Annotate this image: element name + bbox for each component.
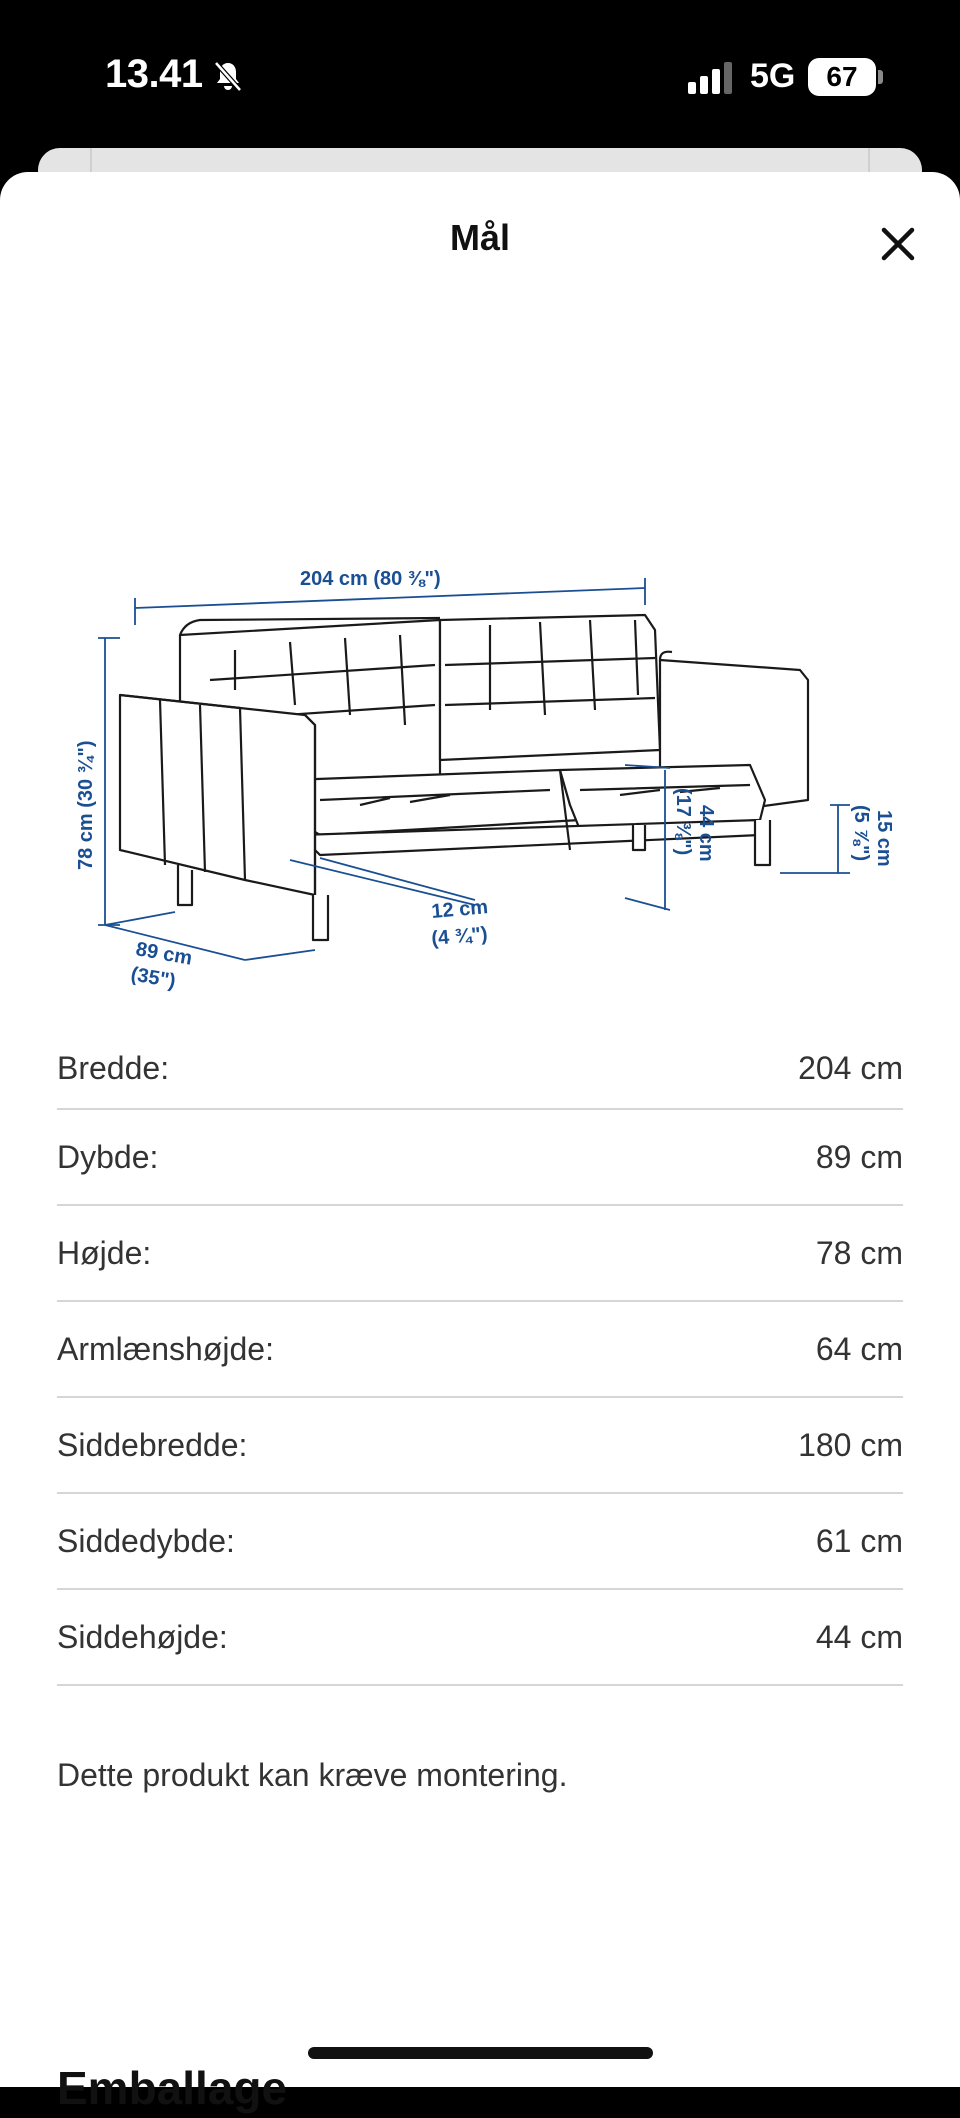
spec-label: Armlænshøjde: — [57, 1330, 274, 1367]
close-button[interactable] — [872, 218, 924, 270]
spec-label: Bredde: — [57, 1049, 170, 1086]
spec-row-seat-height — [57, 1590, 903, 1686]
spec-label: Siddedybde: — [57, 1522, 235, 1559]
battery-icon — [808, 58, 876, 96]
spec-value: 180 cm — [798, 1426, 903, 1463]
bell-muted-icon — [210, 58, 246, 94]
status-time: 13.41 — [105, 52, 203, 96]
spec-value: 78 cm — [815, 1234, 903, 1271]
spec-row-seat-width — [57, 1398, 903, 1494]
cellular-signal-icon — [688, 62, 734, 94]
home-indicator[interactable] — [308, 2047, 653, 2059]
sofa-drawing — [120, 615, 808, 940]
seat-height-label: 44 cm — [695, 805, 717, 862]
armrest-label: 12 cm — [430, 896, 489, 923]
leg-height-label-inch: (5 ⅞") — [850, 805, 872, 862]
width-label: 204 cm (80 ⅜") — [300, 568, 441, 590]
spec-row-height — [57, 1206, 903, 1302]
packaging-heading: Emballage — [57, 2062, 288, 2114]
spec-value: 44 cm — [815, 1618, 903, 1655]
spec-label: Siddehøjde: — [57, 1618, 228, 1655]
battery-level: 67 — [826, 61, 858, 92]
network-type: 5G — [750, 57, 796, 95]
depth-label: 89 cm — [134, 938, 194, 970]
spec-row-armrest-height — [57, 1302, 903, 1398]
assembly-note: Dette produkt kan kræve montering. — [57, 1757, 568, 1793]
depth-label-inch: (35") — [129, 963, 178, 993]
spec-row-depth — [57, 1110, 903, 1206]
sheet-title: Mål — [449, 217, 510, 258]
spec-label: Højde: — [57, 1234, 152, 1271]
spec-value: 204 cm — [798, 1049, 903, 1086]
spec-row-width — [57, 1028, 903, 1110]
battery-tip — [878, 70, 883, 84]
spec-label: Dybde: — [57, 1138, 159, 1175]
spec-value: 89 cm — [815, 1138, 903, 1175]
spec-value: 61 cm — [815, 1522, 903, 1559]
dimension-spec-list — [57, 1028, 903, 1686]
status-bar — [0, 0, 960, 150]
spec-value: 64 cm — [815, 1330, 903, 1367]
spec-label: Siddebredde: — [57, 1426, 248, 1463]
close-icon — [872, 218, 924, 270]
armrest-label-inch: (4 ¾") — [430, 923, 489, 950]
leg-height-label: 15 cm — [873, 810, 895, 867]
height-label: 78 cm (30 ¾") — [75, 740, 97, 870]
sofa-dimension-diagram — [60, 380, 900, 1010]
spec-row-seat-depth — [57, 1494, 903, 1590]
seat-height-label-inch: (17 ⅜") — [672, 788, 694, 856]
